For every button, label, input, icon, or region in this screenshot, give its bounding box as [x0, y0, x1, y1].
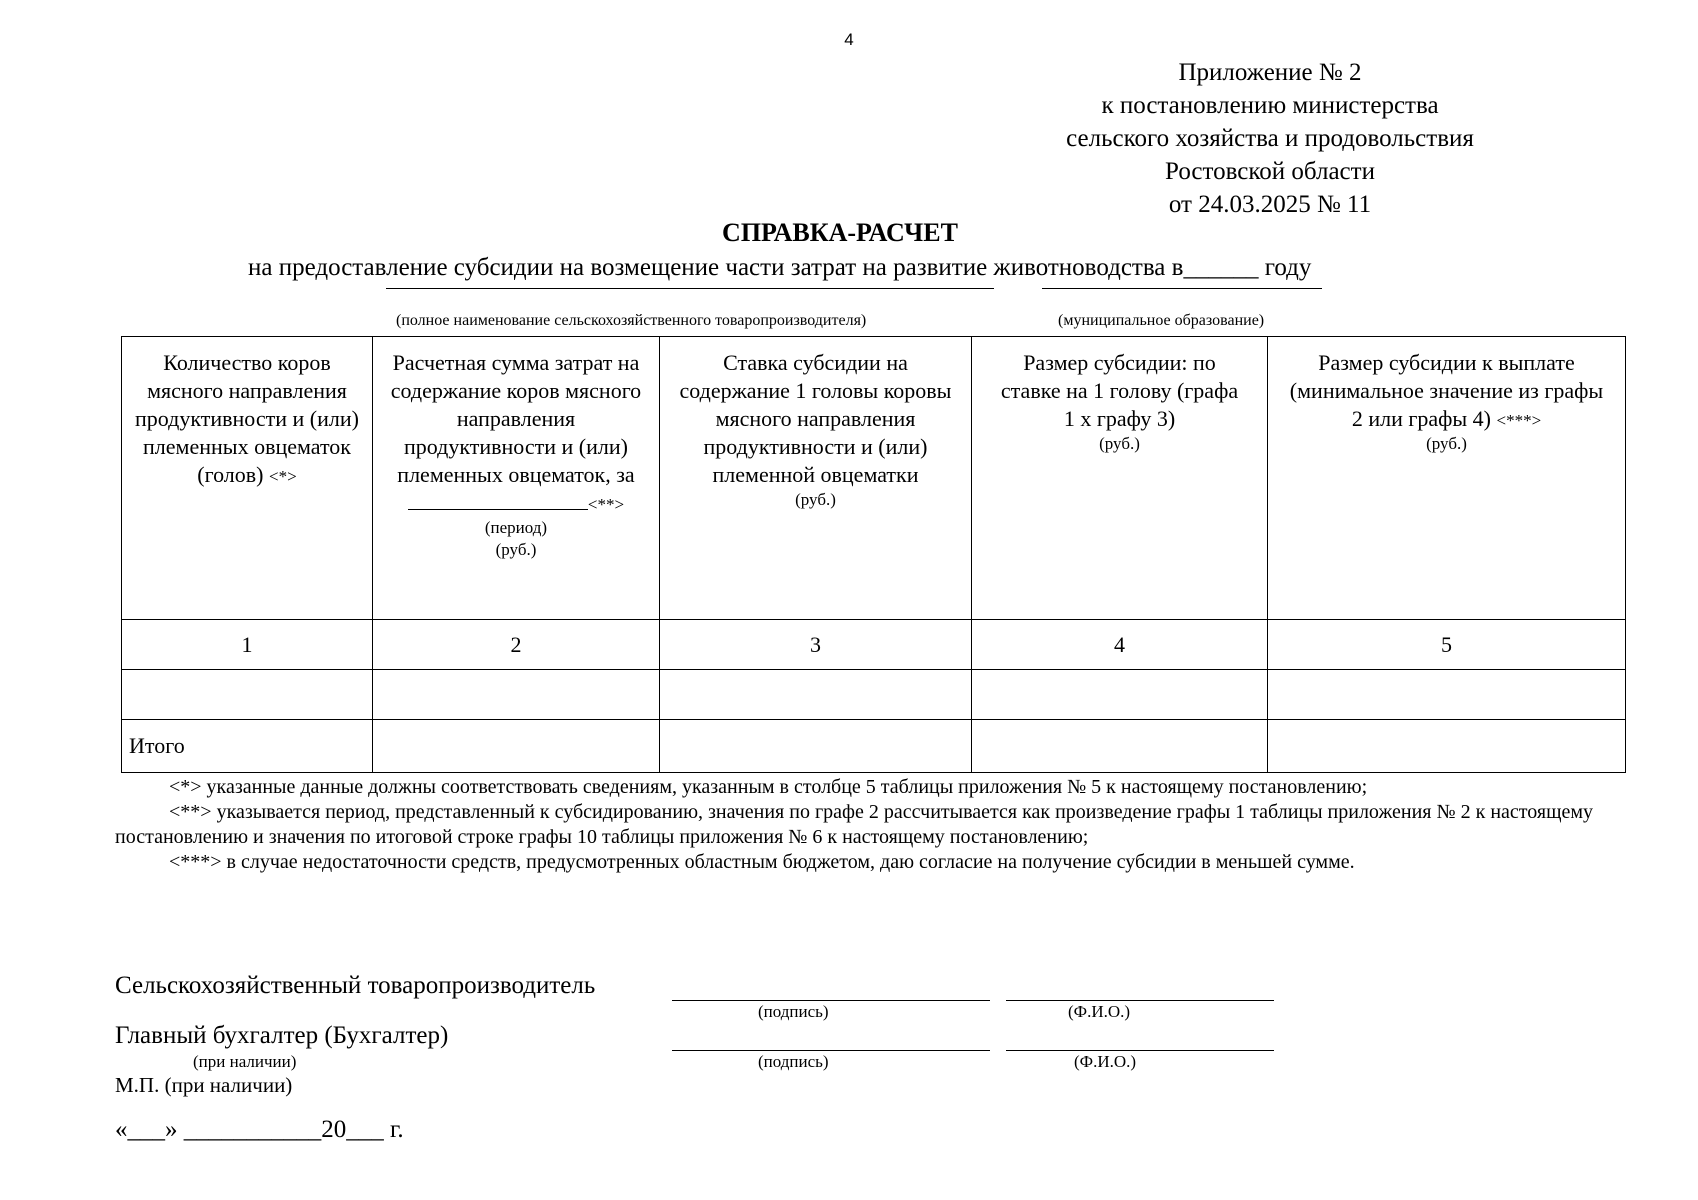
header-col-4 — [972, 337, 1268, 620]
footnote-marker: <***> — [1496, 411, 1542, 430]
document-subtitle: на предоставление субсидии на возмещение части затрат на развитие животноводства в______ году — [248, 254, 1312, 281]
stamp-label: М.П. (при наличии) — [115, 1073, 293, 1097]
producer-signature-line[interactable] — [672, 1000, 990, 1001]
appendix-line: сельского хозяйства и продовольствия — [1066, 125, 1474, 152]
column-number: 4 — [972, 620, 1268, 670]
signature-caption: (подпись) — [758, 1002, 829, 1021]
appendix-header — [1060, 56, 1480, 221]
unit-caption: (руб.) — [1099, 434, 1140, 453]
header-col-2 — [373, 337, 660, 620]
column-number: 3 — [660, 620, 972, 670]
footnote-marker: <*> — [269, 467, 297, 486]
appendix-line: Ростовской области — [1165, 158, 1375, 185]
header-text: Размер субсидии к выплате (минимальное значение из графы 2 или графы 4) — [1289, 350, 1604, 431]
column-number: 5 — [1268, 620, 1626, 670]
header-col-1 — [122, 337, 373, 620]
data-cell[interactable] — [122, 670, 373, 720]
unit-caption: (руб.) — [495, 540, 537, 559]
footnote-2: <**> указывается период, представленный к субсидированию, значения по графе 2 рассчитывается как произведение графы 1 таблицы приложения № 2 к настоящему постановлению и значения по итоговой строке графы 10 таблицы приложения № 6 к настоящему постановлению; — [115, 801, 1593, 848]
data-cell[interactable] — [660, 670, 972, 720]
period-caption: (период) — [484, 518, 548, 537]
accountant-signature-line[interactable] — [672, 1050, 990, 1051]
fio-caption: (Ф.И.О.) — [1068, 1002, 1131, 1021]
appendix-line: к постановлению министерства — [1101, 92, 1439, 119]
data-cell[interactable] — [373, 670, 660, 720]
footnote-marker: <**> — [587, 495, 625, 514]
appendix-line: от 24.03.2025 № 11 — [1168, 191, 1372, 218]
column-number: 2 — [373, 620, 660, 670]
producer-fio-line[interactable] — [1006, 1000, 1274, 1001]
producer-label: Сельскохозяйственный товаропроизводитель — [115, 972, 596, 999]
appendix-line: Приложение № 2 — [1178, 59, 1362, 86]
header-col-5 — [1268, 337, 1626, 620]
unit-caption: (руб.) — [1426, 434, 1467, 453]
total-cell[interactable] — [1268, 720, 1626, 773]
if-available-caption: (при наличии) — [193, 1052, 297, 1071]
data-cell[interactable] — [972, 670, 1268, 720]
column-number-row — [122, 620, 1626, 670]
fio-caption: (Ф.И.О.) — [1074, 1052, 1137, 1071]
total-label: Итого — [122, 720, 373, 773]
footnote-3: <***> в случае недостаточности средств, предусмотренных областным бюджетом, даю согласие на получение субсидии в меньшей сумме. — [169, 851, 1355, 873]
footnote-1: <*> указанные данные должны соответствовать сведениям, указанным в столбце 5 таблицы приложения № 5 к настоящему постановлению; — [169, 776, 1368, 798]
footnotes — [115, 775, 1593, 875]
period-input-line[interactable] — [408, 489, 588, 510]
producer-name-line[interactable] — [386, 288, 994, 289]
total-cell[interactable] — [660, 720, 972, 773]
header-col-3 — [660, 337, 972, 620]
signature-caption: (подпись) — [758, 1052, 829, 1071]
municipality-line[interactable] — [1042, 288, 1322, 289]
data-row — [122, 670, 1626, 720]
total-cell[interactable] — [972, 720, 1268, 773]
document-title: СПРАВКА-РАСЧЕТ — [722, 218, 958, 247]
calculation-table — [121, 336, 1626, 773]
header-text: Количество коров мясного направления продуктивности и (или) племенных овцематок (голов) — [135, 350, 359, 487]
municipality-caption: (муниципальное образование) — [1058, 312, 1265, 329]
unit-caption: (руб.) — [795, 490, 836, 509]
header-text: Размер субсидии: по ставке на 1 голову (графа 1 x графу 3) — [1000, 350, 1239, 431]
total-cell[interactable] — [373, 720, 660, 773]
column-number: 1 — [122, 620, 373, 670]
header-text: Расчетная сумма затрат на содержание коров мясного направления продуктивности и (или) племенных овцематок, за — [390, 350, 642, 487]
producer-name-caption: (полное наименование сельскохозяйственного товаропроизводителя) — [396, 312, 867, 329]
page-number: 4 — [844, 30, 854, 49]
accountant-label: Главный бухгалтер (Бухгалтер) — [115, 1022, 449, 1049]
total-row — [122, 720, 1626, 773]
table-header-row — [122, 337, 1626, 620]
accountant-fio-line[interactable] — [1006, 1050, 1274, 1051]
header-text: Ставка субсидии на содержание 1 головы коровы мясного направления продуктивности и (или) племенной овцематки — [679, 350, 952, 487]
data-cell[interactable] — [1268, 670, 1626, 720]
date-line[interactable]: «___» ___________20___ г. — [115, 1116, 404, 1143]
